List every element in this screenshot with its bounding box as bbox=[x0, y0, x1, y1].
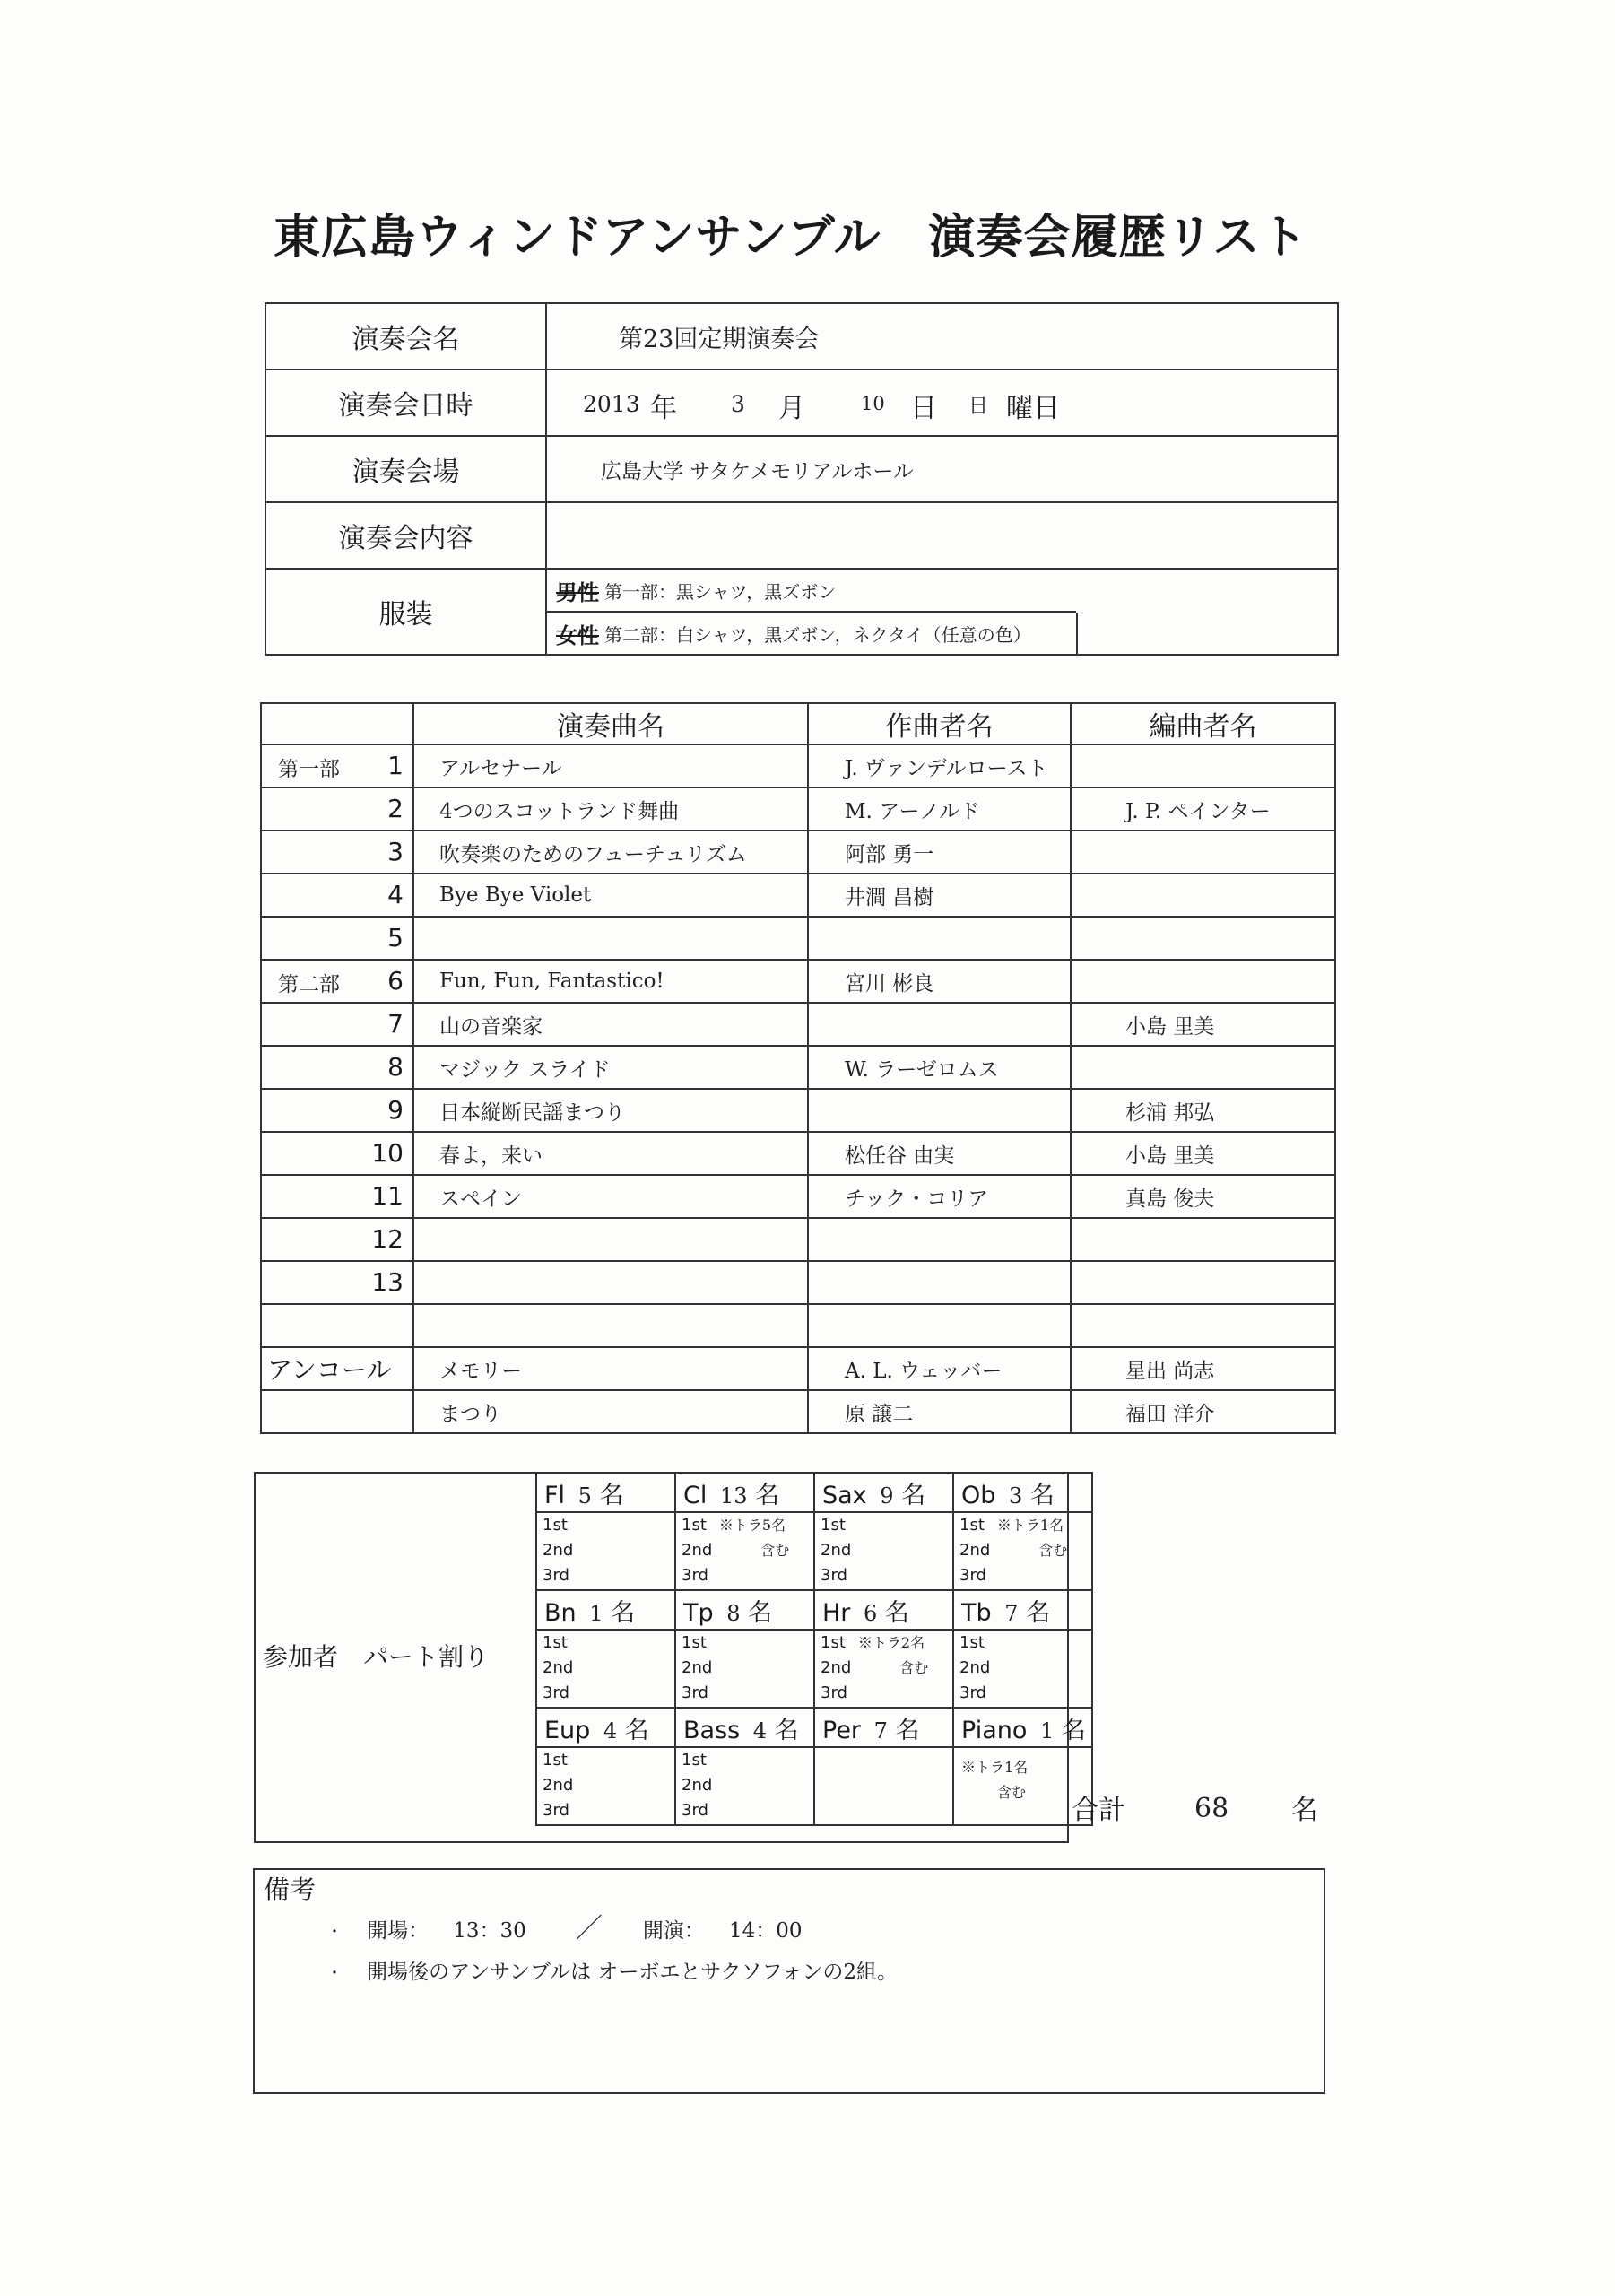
song-composer: チック・コリア bbox=[845, 1187, 989, 1211]
part-label: 第二部 bbox=[278, 973, 340, 996]
remarks-label: 備考 bbox=[264, 1874, 317, 1905]
header-arranger: 編曲者名 bbox=[1071, 703, 1335, 744]
song-number: 5 bbox=[387, 923, 404, 952]
instrument-count: 13 bbox=[719, 1483, 748, 1509]
program-row bbox=[261, 744, 1335, 787]
part-label: 第一部 bbox=[278, 758, 340, 781]
song-number: 11 bbox=[371, 1181, 404, 1211]
seat-2nd: 2nd bbox=[543, 1541, 574, 1560]
date-day-unit: 日 bbox=[910, 393, 937, 424]
song-arranger: 小島 里美 bbox=[1125, 1014, 1215, 1039]
song-title: アルセナール bbox=[439, 756, 562, 780]
extra-note-2: 含む bbox=[760, 1542, 790, 1559]
encore-row bbox=[261, 1390, 1335, 1433]
song-number: 12 bbox=[371, 1224, 404, 1254]
instrument-name: Cl bbox=[683, 1481, 708, 1509]
song-arranger: J. P. ペインター bbox=[1125, 799, 1271, 823]
seat-3rd: 3rd bbox=[959, 1683, 986, 1702]
part-body-sax bbox=[814, 1512, 953, 1590]
program-row bbox=[261, 874, 1335, 917]
program-row bbox=[261, 1175, 1335, 1218]
count-unit: 名 bbox=[1029, 1481, 1055, 1509]
date-month-unit: 月 bbox=[778, 393, 805, 424]
part-header-tp bbox=[675, 1590, 814, 1630]
part-header-bn bbox=[536, 1590, 675, 1630]
encore-row bbox=[261, 1347, 1335, 1390]
instrument-name: Piano bbox=[961, 1716, 1028, 1744]
count-unit: 名 bbox=[774, 1716, 799, 1744]
instrument-count: 9 bbox=[880, 1483, 894, 1509]
seat-3rd: 3rd bbox=[543, 1801, 569, 1820]
extra-note: ※トラ1名 bbox=[961, 1759, 1029, 1776]
total-value: 68 bbox=[1194, 1793, 1229, 1824]
seat-2nd: 2nd bbox=[543, 1776, 574, 1795]
part-header-piano bbox=[953, 1708, 1092, 1747]
encore-arranger: 福田 洋介 bbox=[1125, 1402, 1215, 1426]
seat-1st: 1st bbox=[682, 1633, 707, 1652]
instrument-count: 8 bbox=[726, 1600, 741, 1626]
extra-note: ※トラ1名 bbox=[996, 1517, 1064, 1534]
count-unit: 名 bbox=[611, 1598, 636, 1627]
encore-label: アンコール bbox=[267, 1355, 392, 1385]
part-header-fl bbox=[536, 1473, 675, 1512]
seat-3rd: 3rd bbox=[682, 1683, 708, 1702]
dress-male-label: 男性 bbox=[556, 579, 599, 605]
bullet: ・ bbox=[326, 1964, 343, 1983]
instrument-count: 7 bbox=[1004, 1600, 1019, 1626]
instrument-name: Tb bbox=[961, 1598, 992, 1627]
seat-3rd: 3rd bbox=[543, 1566, 569, 1585]
part-header-ob bbox=[953, 1473, 1092, 1512]
seat-1st: 1st bbox=[821, 1633, 846, 1652]
seat-2nd: 2nd bbox=[682, 1658, 713, 1677]
seat-3rd: 3rd bbox=[821, 1683, 847, 1702]
participants-label: 参加者 パート割り bbox=[263, 1642, 490, 1672]
part-body-tp bbox=[675, 1630, 814, 1708]
dress-female-label: 女性 bbox=[556, 622, 599, 648]
content-label: 演奏会内容 bbox=[265, 502, 546, 569]
total bbox=[1072, 1787, 1318, 1827]
song-number: 3 bbox=[387, 837, 404, 866]
seat-2nd: 2nd bbox=[959, 1658, 991, 1677]
seat-1st: 1st bbox=[543, 1633, 568, 1652]
part-body-eup bbox=[536, 1747, 675, 1825]
song-arranger: 真島 俊夫 bbox=[1125, 1187, 1215, 1211]
song-composer: J. ヴァンデルロースト bbox=[845, 756, 1048, 780]
song-composer: 井澗 昌樹 bbox=[845, 885, 934, 909]
separator: ／ bbox=[575, 1913, 603, 1944]
part-header-bass bbox=[675, 1708, 814, 1747]
date-year-unit: 年 bbox=[650, 393, 677, 424]
program-row bbox=[261, 1261, 1335, 1304]
date-day: 10 bbox=[861, 393, 885, 414]
instrument-count: 1 bbox=[1039, 1718, 1055, 1744]
program-row bbox=[261, 787, 1335, 831]
seat-1st: 1st bbox=[682, 1751, 707, 1770]
song-title: 吹奏楽のためのフューチュリズム bbox=[439, 842, 747, 866]
part-body-cl bbox=[675, 1512, 814, 1590]
instrument-name: Tp bbox=[683, 1598, 714, 1627]
seat-3rd: 3rd bbox=[959, 1566, 986, 1585]
instrument-name: Sax bbox=[822, 1481, 867, 1509]
extra-note: ※トラ5名 bbox=[718, 1517, 786, 1534]
extra-note: ※トラ2名 bbox=[857, 1634, 925, 1651]
concert-name-value: 第23回定期演奏会 bbox=[619, 325, 820, 353]
count-unit: 名 bbox=[599, 1481, 624, 1509]
song-arranger: 杉浦 邦弘 bbox=[1125, 1100, 1215, 1125]
header-composer: 作曲者名 bbox=[808, 703, 1071, 744]
date-weekday-unit: 曜日 bbox=[1006, 393, 1060, 424]
program-row bbox=[261, 1218, 1335, 1261]
song-title: マジック スライド bbox=[439, 1057, 611, 1082]
extra-note-2: 含む bbox=[997, 1784, 1027, 1801]
song-title: スペイン bbox=[439, 1187, 522, 1211]
song-composer: W. ラーゼロムス bbox=[845, 1057, 999, 1082]
count-unit: 名 bbox=[895, 1716, 920, 1744]
song-arranger: 小島 里美 bbox=[1125, 1144, 1215, 1168]
header-title: 演奏曲名 bbox=[413, 703, 808, 744]
program-row bbox=[261, 917, 1335, 960]
seat-1st: 1st bbox=[959, 1633, 985, 1652]
song-composer: 松任谷 由実 bbox=[845, 1144, 955, 1168]
encore-title: まつり bbox=[439, 1402, 501, 1426]
instrument-count: 6 bbox=[864, 1600, 878, 1626]
instrument-name: Bass bbox=[683, 1716, 741, 1744]
seat-2nd: 2nd bbox=[682, 1541, 713, 1560]
remarks-text: 開場後のアンサンブルは オーボエとサクソフォンの2組。 bbox=[367, 1961, 898, 1984]
program-row bbox=[261, 1003, 1335, 1046]
seat-3rd: 3rd bbox=[821, 1566, 847, 1585]
part-header-sax bbox=[814, 1473, 953, 1512]
count-unit: 名 bbox=[884, 1598, 909, 1627]
part-body-fl bbox=[536, 1512, 675, 1590]
song-title: 日本縦断民謡まつり bbox=[439, 1100, 625, 1125]
remarks-box bbox=[253, 1868, 1325, 2094]
seat-3rd: 3rd bbox=[682, 1566, 708, 1585]
instrument-count: 3 bbox=[1008, 1483, 1023, 1509]
instrument-name: Hr bbox=[822, 1598, 851, 1627]
seat-3rd: 3rd bbox=[543, 1683, 569, 1702]
program-row bbox=[261, 1089, 1335, 1132]
part-header-cl bbox=[675, 1473, 814, 1512]
song-title: Fun, Fun, Fantastico! bbox=[439, 970, 664, 993]
song-number: 1 bbox=[387, 751, 404, 780]
part-body-bass bbox=[675, 1747, 814, 1825]
instrument-name: Fl bbox=[544, 1481, 566, 1509]
instrument-name: Per bbox=[822, 1716, 862, 1744]
extra-note-2: 含む bbox=[1038, 1542, 1068, 1559]
part-body-per bbox=[814, 1747, 953, 1825]
song-number: 4 bbox=[387, 880, 404, 909]
song-title: 4つのスコットランド舞曲 bbox=[439, 799, 680, 823]
song-title: Bye Bye Violet bbox=[439, 883, 592, 907]
seat-2nd: 2nd bbox=[959, 1541, 991, 1560]
count-unit: 名 bbox=[1061, 1716, 1086, 1744]
seat-1st: 1st bbox=[959, 1516, 985, 1535]
instrument-count: 4 bbox=[603, 1718, 618, 1744]
seat-2nd: 2nd bbox=[543, 1658, 574, 1677]
song-number: 6 bbox=[387, 966, 404, 996]
encore-title: メモリー bbox=[439, 1359, 522, 1383]
part-header-eup bbox=[536, 1708, 675, 1747]
part-body-hr bbox=[814, 1630, 953, 1708]
start-time: 14：00 bbox=[729, 1919, 803, 1943]
seat-2nd: 2nd bbox=[821, 1658, 852, 1677]
remarks-line-2 bbox=[326, 1955, 898, 1985]
part-header-tb bbox=[953, 1590, 1092, 1630]
program-row bbox=[261, 831, 1335, 874]
concert-info-table bbox=[265, 302, 1339, 656]
instrument-count: 7 bbox=[873, 1718, 888, 1744]
start-label: 開演： bbox=[642, 1919, 705, 1943]
count-unit: 名 bbox=[624, 1716, 649, 1744]
count-unit: 名 bbox=[748, 1598, 773, 1627]
date-year: 2013 bbox=[583, 391, 640, 417]
song-title: 山の音楽家 bbox=[439, 1014, 543, 1039]
instrument-name: Bn bbox=[544, 1598, 577, 1627]
program-row bbox=[261, 1304, 1335, 1347]
open-time: 13：30 bbox=[453, 1919, 526, 1943]
extra-note-2: 含む bbox=[899, 1659, 929, 1676]
venue-label: 演奏会場 bbox=[265, 436, 546, 502]
concert-date bbox=[547, 371, 1337, 434]
seat-1st: 1st bbox=[543, 1516, 568, 1535]
instrument-name: Ob bbox=[961, 1481, 996, 1509]
song-composer: 阿部 勇一 bbox=[845, 842, 934, 866]
concert-name-label: 演奏会名 bbox=[265, 303, 546, 370]
part-body-tb bbox=[953, 1630, 1092, 1708]
count-unit: 名 bbox=[901, 1481, 926, 1509]
bullet: ・ bbox=[326, 1923, 343, 1942]
dress-female-row bbox=[547, 613, 1078, 654]
dress-label: 服装 bbox=[265, 569, 546, 655]
song-number: 13 bbox=[371, 1267, 404, 1297]
instrument-count: 1 bbox=[589, 1600, 603, 1626]
part-header-hr bbox=[814, 1590, 953, 1630]
part-body-ob bbox=[953, 1512, 1092, 1590]
dress-male-value: 第一部：黒シャツ，黒ズボン bbox=[604, 580, 837, 603]
venue-value: 広島大学 サタケメモリアルホール bbox=[601, 459, 914, 483]
song-composer: 宮川 彬良 bbox=[845, 971, 934, 996]
open-label: 開場： bbox=[367, 1919, 430, 1943]
song-number: 10 bbox=[371, 1138, 404, 1168]
program-table bbox=[260, 702, 1336, 1434]
program-row bbox=[261, 1132, 1335, 1175]
song-title: 春よ，来い bbox=[439, 1144, 543, 1168]
remarks-line-1 bbox=[326, 1906, 803, 1945]
date-weekday: 日 bbox=[968, 396, 989, 418]
song-number: 2 bbox=[387, 794, 404, 823]
seat-1st: 1st bbox=[682, 1516, 707, 1535]
count-unit: 名 bbox=[1026, 1598, 1051, 1627]
encore-arranger: 星出 尚志 bbox=[1125, 1359, 1215, 1383]
total-unit: 名 bbox=[1291, 1795, 1318, 1826]
song-composer: M. アーノルド bbox=[845, 799, 981, 823]
instrument-name: Eup bbox=[544, 1716, 591, 1744]
page-title: 東広島ウィンドアンサンブル 演奏会履歴リスト bbox=[274, 211, 1308, 265]
part-header-per bbox=[814, 1708, 953, 1747]
dress-male-row bbox=[547, 570, 1076, 613]
encore-composer: 原 譲二 bbox=[845, 1402, 914, 1426]
seat-3rd: 3rd bbox=[682, 1801, 708, 1820]
encore-composer: A. L. ウェッバー bbox=[845, 1359, 1003, 1383]
seat-1st: 1st bbox=[821, 1516, 846, 1535]
song-number: 8 bbox=[387, 1052, 404, 1082]
instrument-count: 5 bbox=[577, 1483, 592, 1509]
instrument-count: 4 bbox=[752, 1718, 768, 1744]
part-body-bn bbox=[536, 1630, 675, 1708]
count-unit: 名 bbox=[755, 1481, 780, 1509]
seat-2nd: 2nd bbox=[682, 1776, 713, 1795]
song-number: 7 bbox=[387, 1009, 404, 1039]
date-month: 3 bbox=[731, 391, 745, 417]
total-label: 合計 bbox=[1072, 1795, 1125, 1826]
song-number: 9 bbox=[387, 1095, 404, 1125]
seat-2nd: 2nd bbox=[821, 1541, 852, 1560]
dress-female-value: 第二部：白シャツ，黒ズボン，ネクタイ（任意の色） bbox=[604, 623, 1031, 646]
parts-table bbox=[535, 1472, 1093, 1826]
program-row bbox=[261, 960, 1335, 1003]
seat-1st: 1st bbox=[543, 1751, 568, 1770]
program-row bbox=[261, 1046, 1335, 1089]
concert-date-label: 演奏会日時 bbox=[265, 370, 546, 436]
